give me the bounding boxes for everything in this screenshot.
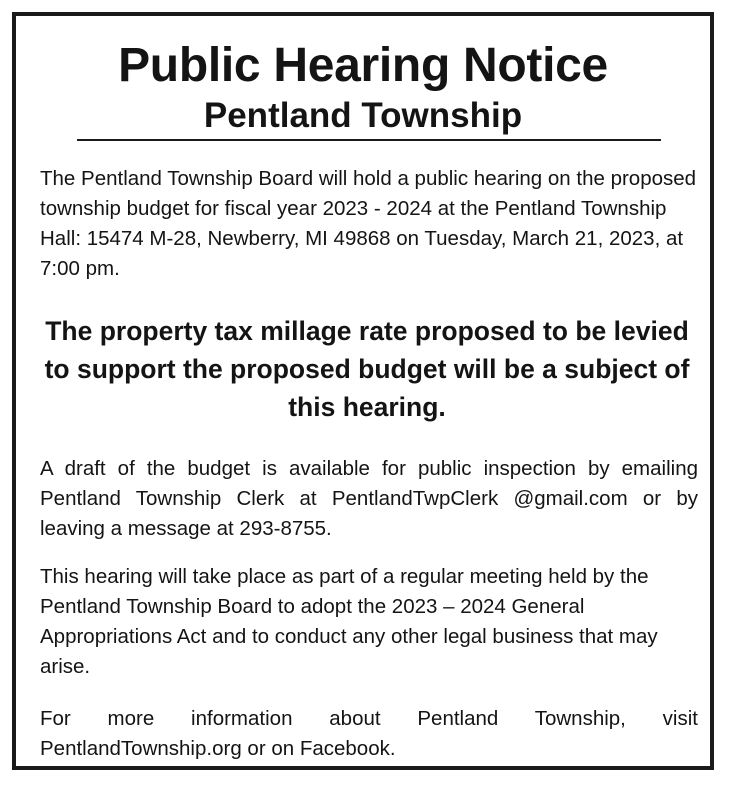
budget-draft-paragraph: A draft of the budget is available for public inspection by emailing Pentland Township Clerk at PentlandTwpClerk @gmail.com or by leaving a message at 293-8755. [40,457,698,540]
hearing-details-paragraph: The Pentland Township Board will hold a public hearing on the proposed township budget for fiscal year 2023 - 2024 at the Pentland Township Hall: 15474 M-28, Newberry, MI 49868 on Tuesday, March 21, 2023, at 7:00 pm. [40,167,697,280]
notice-title: Public Hearing Notice [118,39,608,92]
public-hearing-notice [12,12,714,770]
meeting-purpose-paragraph: This hearing will take place as part of a regular meeting held by the Pentland Township Board to adopt the 2023 – 2024 General Appropriations Act and to conduct any other legal business that may arise. [40,565,658,678]
more-information-paragraph: For more information about Pentland Township, visit PentlandTownship.org or on Facebook. [40,707,698,760]
millage-rate-statement: The property tax millage rate proposed to be levied to support the proposed budget will be a subject of this hearing. [44,316,690,422]
title-divider [77,139,661,141]
notice-subtitle: Pentland Township [203,96,523,135]
